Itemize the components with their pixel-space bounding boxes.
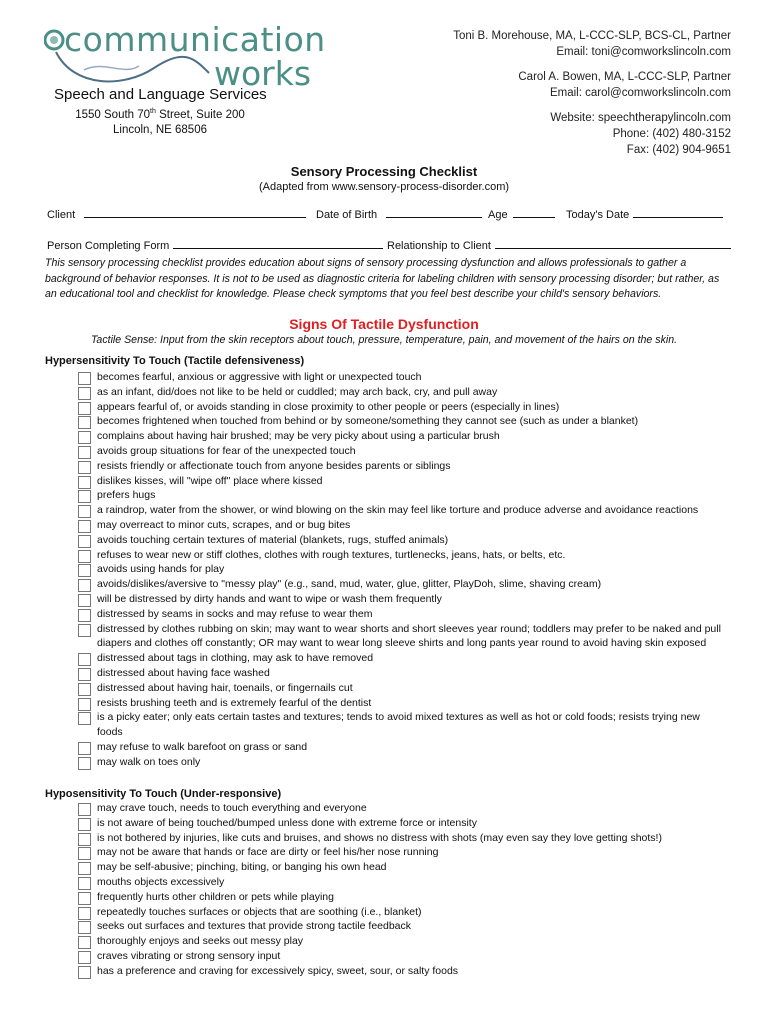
checkbox[interactable] [78, 609, 91, 622]
checklist-item [78, 831, 728, 846]
checklist-item-text: complains about having hair brushed; may be very picky about using a particular brush [97, 430, 500, 443]
checklist-item [78, 488, 728, 503]
section-description: Tactile Sense: Input from the skin receptors about touch, pressure, temperature, pain, and movement of the hairs on the skin. [90, 334, 678, 346]
checklist-item [78, 548, 728, 563]
checklist-item [78, 919, 728, 934]
checklist-item-text: distressed about tags in clothing, may ask to have removed [97, 652, 374, 665]
checklist-item [78, 755, 728, 770]
checklist-item [78, 622, 728, 652]
checkbox[interactable] [78, 892, 91, 905]
checklist-item [78, 816, 728, 831]
checkbox[interactable] [78, 372, 91, 385]
checklist-item [78, 740, 728, 755]
checkbox[interactable] [78, 594, 91, 607]
checklist-item-text: distressed by seams in socks and may refuse to wear them [97, 607, 373, 620]
checklist-item-text: craves vibrating or strong sensory input [97, 949, 281, 962]
checklist-item-text: becomes fearful, anxious or aggressive with light or unexpected touch [97, 371, 422, 383]
checklist-item [78, 503, 728, 518]
checkbox[interactable] [78, 416, 91, 429]
client-label: Client [47, 209, 76, 221]
person-completing-label: Person Completing Form [47, 240, 170, 252]
hypersensitivity-list [78, 370, 728, 770]
checklist-item [78, 801, 728, 816]
checkbox[interactable] [78, 742, 91, 755]
checklist-item [78, 905, 728, 920]
checkbox[interactable] [78, 535, 91, 548]
checklist-item-text: avoids using hands for play [97, 563, 225, 576]
checklist-item-text: avoids touching certain textures of material (blankets, rugs, stuffed animals) [97, 533, 449, 546]
checklist-item [78, 934, 728, 949]
phone-number: Phone: (402) 480-3152 [612, 128, 731, 140]
checklist-item [78, 666, 728, 681]
checklist-item [78, 444, 728, 459]
checklist-item-text: thoroughly enjoys and seeks out messy play [97, 935, 304, 948]
todays-date-input-line[interactable] [633, 207, 723, 218]
checkbox[interactable] [78, 818, 91, 831]
checklist-item-text: may overreact to minor cuts, scrapes, and or bug bites [97, 518, 351, 531]
checklist-item [78, 370, 728, 385]
checkbox[interactable] [78, 579, 91, 592]
checklist-item [78, 681, 728, 696]
checklist-item [78, 459, 728, 474]
checklist-item [78, 696, 728, 711]
checklist-item [78, 592, 728, 607]
checklist-item-text: may be self-abusive; pinching, biting, or banging his own head [97, 861, 387, 874]
checkbox[interactable] [78, 907, 91, 920]
checklist-item-text: has a preference and craving for excessively spicy, sweet, sour, or salty foods [97, 964, 459, 977]
checkbox[interactable] [78, 757, 91, 770]
checklist-item [78, 710, 728, 740]
checkbox[interactable] [78, 653, 91, 666]
intro-paragraph: This sensory processing checklist provides education about signs of sensory processing dysfunction and allows professionals to gather a background of behavior responses. It is not to be used as diagnostic criteria for labeling children with sensory processing disorder; but rather, as an educational tool and checklist for knowledge. Please check symptoms that you feel best describe your child's sensory behaviors. [45, 257, 720, 300]
checklist-item-text: as an infant, did/does not like to be held or cuddled; may arch back, cry, and pull away [97, 385, 498, 398]
checkbox[interactable] [78, 712, 91, 725]
checklist-item-text: repeatedly touches surfaces or objects that are soothing (i.e., blanket) [97, 905, 422, 918]
checklist-item-text: resists friendly or affectionate touch from anyone besides parents or siblings [97, 459, 451, 472]
checkbox[interactable] [78, 461, 91, 474]
checklist-item-text: distressed by clothes rubbing on skin; may want to wear shorts and short sleeves year round; toddlers may prefer to be naked and pull diapers and clothes off constantly; OR may want to wear long sleeve shirts and long pants year round to avoid having skin exposed [97, 622, 721, 650]
checkbox[interactable] [78, 668, 91, 681]
person-completing-input-line[interactable] [173, 238, 383, 249]
checkbox[interactable] [78, 951, 91, 964]
checkbox[interactable] [78, 446, 91, 459]
dob-field[interactable] [316, 207, 482, 221]
company-logo [44, 18, 326, 94]
fax-number: Fax: (402) 904-9651 [626, 144, 731, 156]
checklist-item [78, 518, 728, 533]
age-input-line[interactable] [513, 207, 555, 218]
checkbox[interactable] [78, 683, 91, 696]
checkbox[interactable] [78, 847, 91, 860]
todays-date-label: Today's Date [566, 209, 630, 221]
checkbox[interactable] [78, 698, 91, 711]
checkbox[interactable] [78, 505, 91, 518]
checkbox[interactable] [78, 387, 91, 400]
checklist-item-text: seeks out surfaces and textures that provide strong tactile feedback [97, 920, 412, 933]
checklist-item [78, 429, 728, 444]
document-subtitle: (Adapted from www.sensory-process-disorder.com) [258, 181, 510, 193]
checklist-item-text: mouths objects excessively [97, 875, 225, 888]
company-tagline: Speech and Language Services [54, 86, 267, 103]
checklist-item-text: may walk on toes only [97, 755, 201, 768]
checklist-item [78, 651, 728, 666]
checklist-item-text: is not aware of being touched/bumped unless done with extreme force or intensity [97, 816, 477, 829]
checklist-item-text: prefers hugs [97, 489, 156, 502]
checklist-item-text: avoids/dislikes/aversive to "messy play" (e.g., sand, mud, water, glue, glitter, PlayDoh, slime, shaving cream) [97, 578, 602, 591]
logo-word-communication: communication [64, 20, 326, 59]
checklist-item [78, 607, 728, 622]
checklist-item [78, 385, 728, 400]
checklist-item-text: will be distressed by dirty hands and want to wipe or wash them frequently [97, 592, 442, 605]
checkbox[interactable] [78, 431, 91, 444]
checklist-item [78, 845, 728, 860]
website-link[interactable]: Website: speechtherapylincoln.com [550, 112, 731, 124]
checklist-item [78, 414, 728, 429]
person-completing-field[interactable] [47, 238, 383, 252]
address-line-2: Lincoln, NE 68506 [113, 124, 207, 136]
checklist-item-text: may not be aware that hands or face are dirty or feel his/her nose running [97, 846, 439, 859]
document-title: Sensory Processing Checklist [290, 164, 478, 179]
checkbox[interactable] [78, 624, 91, 637]
checkbox[interactable] [78, 936, 91, 949]
checklist-item-text: is a picky eater; only eats certain tastes and textures; tends to avoid mixed textures as well as hot or cold foods; resists trying new foods [97, 711, 700, 739]
checklist-item [78, 533, 728, 548]
checkbox[interactable] [78, 564, 91, 577]
checklist-item-text: appears fearful of, or avoids standing in close proximity to other people or peers (especially in lines) [97, 400, 560, 413]
checklist-item-text: may refuse to walk barefoot on grass or sand [97, 740, 308, 753]
checkbox[interactable] [78, 803, 91, 816]
hyposensitivity-list [78, 801, 728, 979]
address-line-1 [54, 108, 266, 121]
partner-1-email[interactable]: Email: toni@comworkslincoln.com [556, 46, 731, 58]
dob-label: Date of Birth [316, 209, 378, 221]
checklist-item-text: distressed about having hair, toenails, or fingernails cut [97, 681, 353, 694]
checklist-item [78, 890, 728, 905]
checklist-item [78, 875, 728, 890]
checkbox[interactable] [78, 550, 91, 563]
address-street-rest: Street, Suite 200 [155, 108, 245, 121]
todays-date-field[interactable] [566, 207, 723, 221]
checklist-item-text: frequently hurts other children or pets while playing [97, 890, 334, 903]
checkbox[interactable] [78, 476, 91, 489]
relationship-field[interactable] [387, 238, 731, 252]
address-street-number: 1550 South 70 [75, 108, 151, 121]
checkbox[interactable] [78, 833, 91, 846]
checklist-item [78, 860, 728, 875]
age-field[interactable] [488, 207, 555, 221]
hyposensitivity-title: Hyposensitivity To Touch (Under-responsive) [45, 788, 282, 800]
checklist-item [78, 577, 728, 592]
partner-1-name: Toni B. Morehouse, MA, L-CCC-SLP, BCS-CL, Partner [453, 30, 731, 42]
checklist-item-text: a raindrop, water from the shower, or wind blowing on the skin may feel like torture and produce adverse and avoidance reactions [97, 504, 699, 517]
checklist-item-text: avoids group situations for fear of the unexpected touch [97, 444, 356, 457]
relationship-label: Relationship to Client [387, 240, 491, 252]
dob-input-line[interactable] [386, 207, 482, 218]
checklist-item-text: dislikes kisses, will "wipe off" place where kissed [97, 474, 323, 487]
checklist-item [78, 400, 728, 415]
logo-word-works: works [214, 54, 312, 93]
client-field[interactable] [47, 207, 306, 221]
checkbox[interactable] [78, 490, 91, 503]
checkbox[interactable] [78, 877, 91, 890]
partner-2-name: Carol A. Bowen, MA, L-CCC-SLP, Partner [518, 71, 731, 83]
address-superscript: th [150, 108, 156, 115]
checkbox[interactable] [78, 402, 91, 415]
checklist-item-text: distressed about having face washed [97, 666, 270, 679]
checkbox[interactable] [78, 921, 91, 934]
checkbox[interactable] [78, 862, 91, 875]
section-title: Signs Of Tactile Dysfunction [289, 316, 479, 332]
checklist-item-text: may crave touch, needs to touch everything and everyone [97, 802, 367, 814]
checklist-item-text: becomes frightened when touched from behind or by someone/something they cannot see (such as under a blanket) [97, 415, 639, 428]
checklist-item-text: refuses to wear new or stiff clothes, clothes with rough textures, turtlenecks, jeans, hats, or belts, etc. [97, 548, 566, 561]
checklist-item [78, 474, 728, 489]
checklist-item-text: resists brushing teeth and is extremely fearful of the dentist [97, 696, 372, 709]
partner-2-email[interactable]: Email: carol@comworkslincoln.com [549, 87, 731, 99]
checkbox[interactable] [78, 520, 91, 533]
checkbox[interactable] [78, 966, 91, 979]
checklist-item [78, 949, 728, 964]
hypersensitivity-title: Hypersensitivity To Touch (Tactile defensiveness) [45, 355, 305, 367]
checklist-item [78, 562, 728, 577]
checklist-item-text: is not bothered by injuries, like cuts and bruises, and shows no distress with shots (may even say they love getting shots!) [97, 831, 662, 844]
relationship-input-line[interactable] [495, 238, 731, 249]
age-label: Age [488, 209, 508, 221]
client-input-line[interactable] [84, 207, 306, 218]
contact-block [453, 28, 731, 158]
checklist-item [78, 964, 728, 979]
